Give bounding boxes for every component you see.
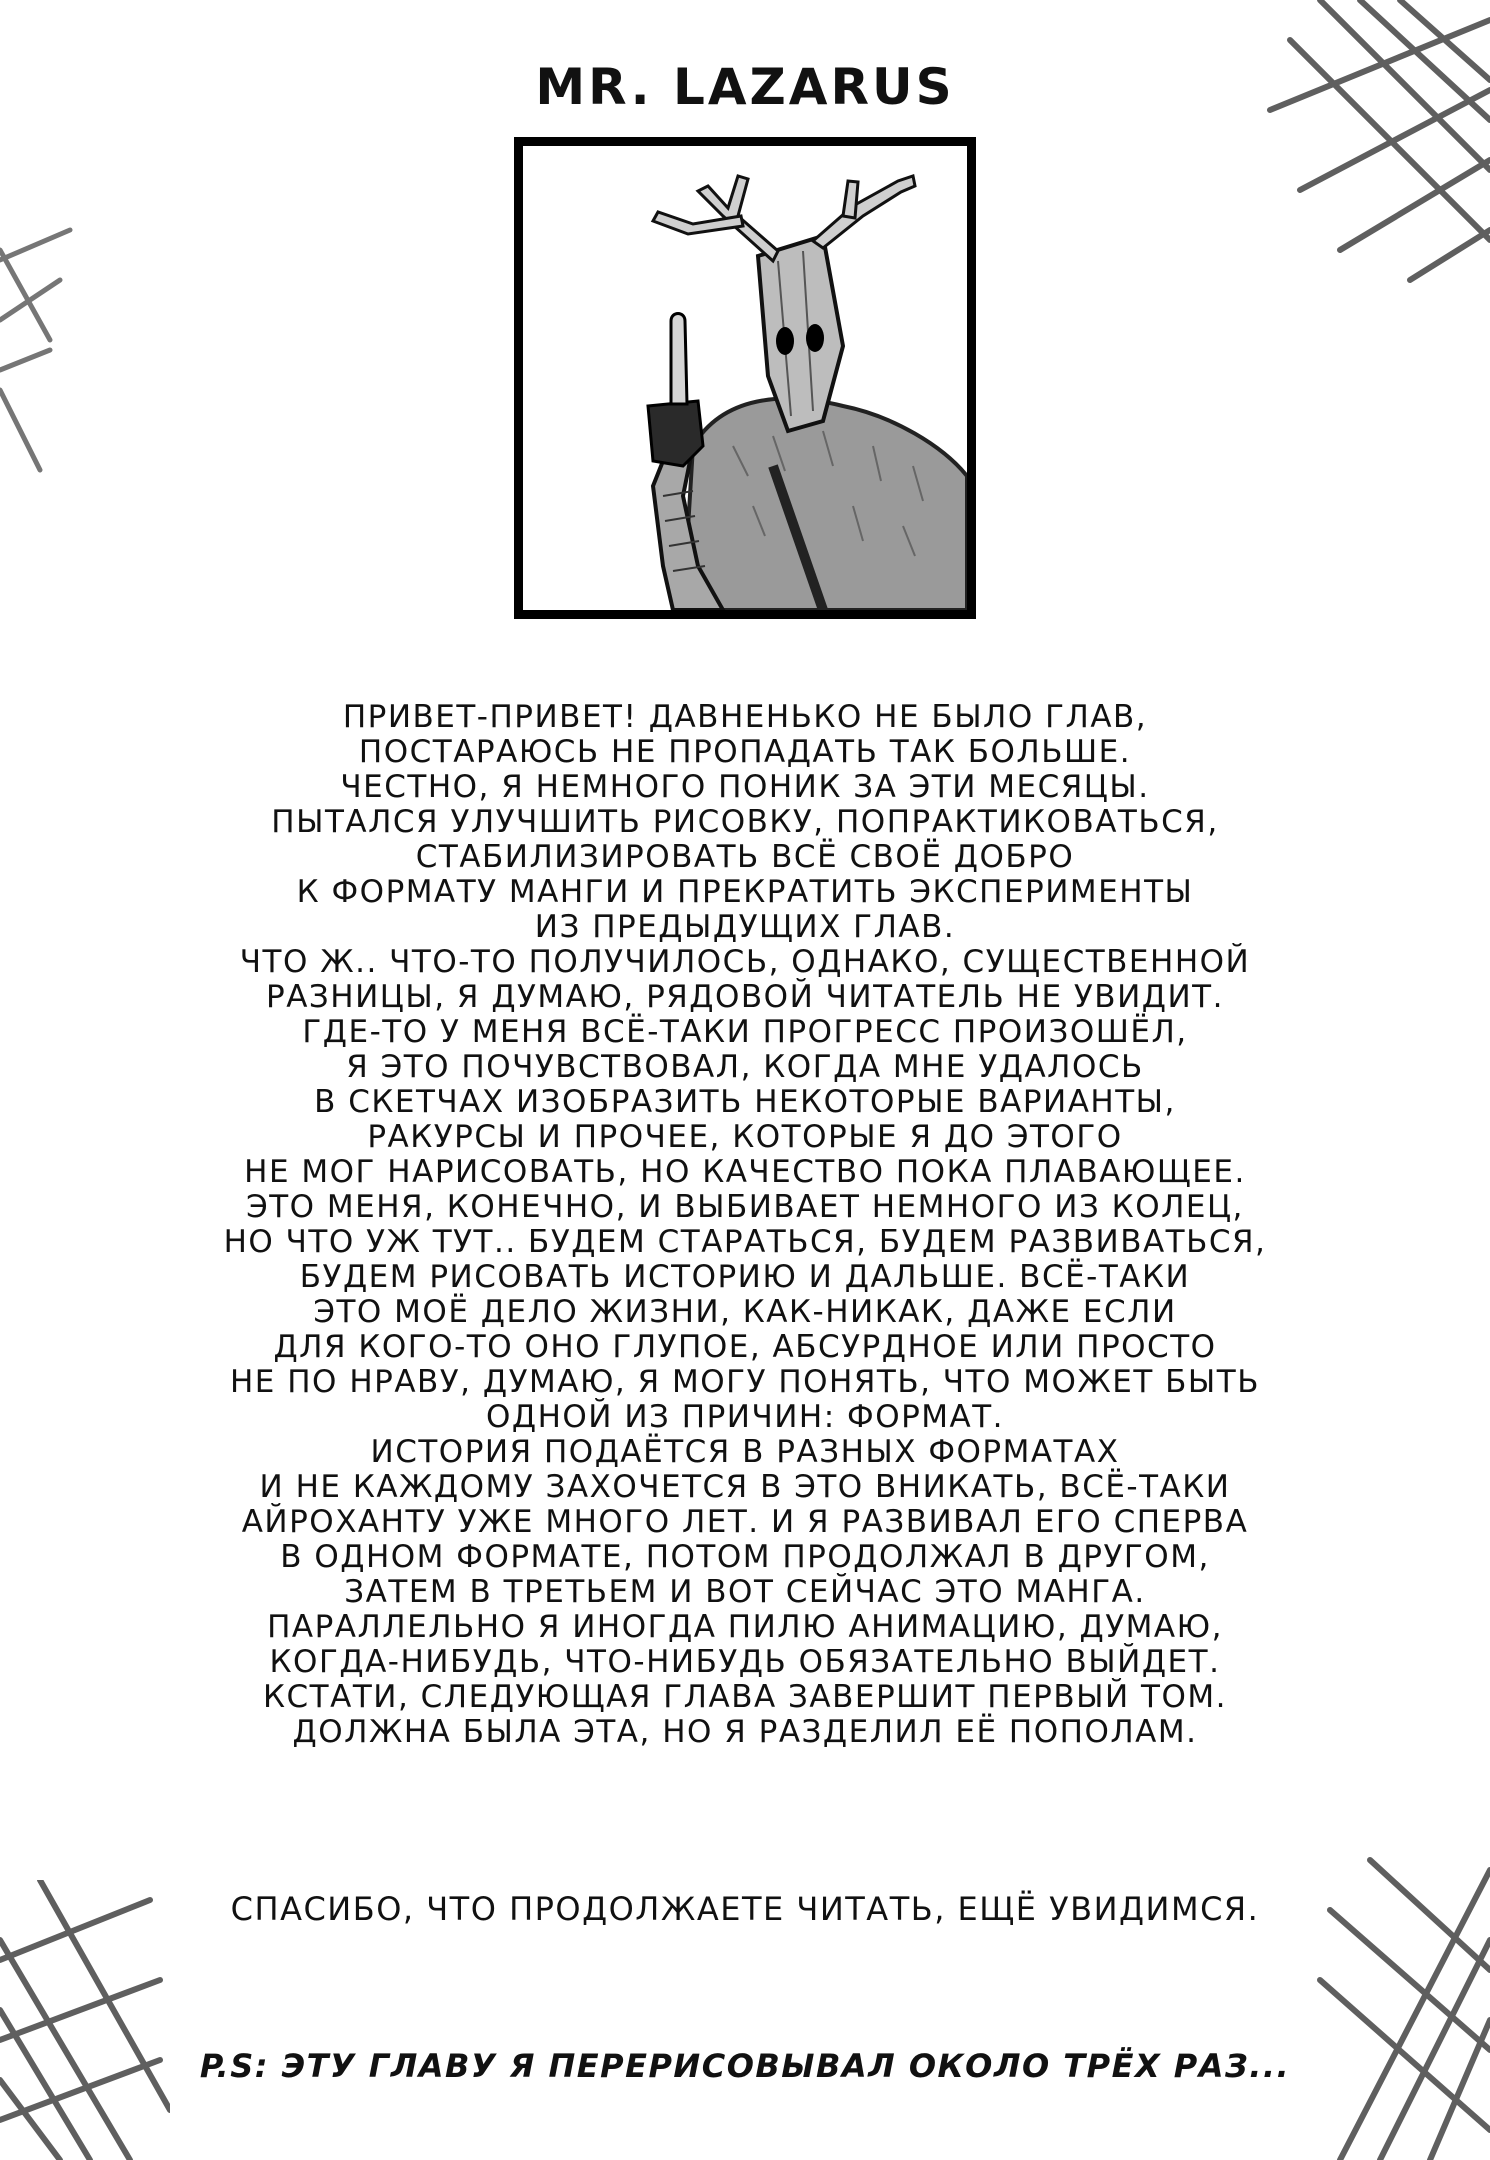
page-title: MR. LAZARUS [535,58,955,116]
thanks-note: СПАСИБО, ЧТО ПРОДОЛЖАЕТЕ ЧИТАТЬ, ЕЩЁ УВИДИМСЯ. [230,1890,1260,1928]
author-message [100,700,1390,1750]
message-line: НЕ МОГ НАРИСОВАТЬ, НО КАЧЕСТВО ПОКА ПЛАВАЮЩЕЕ. [244,1154,1246,1190]
message-line: КСТАТИ, СЛЕДУЮЩАЯ ГЛАВА ЗАВЕРШИТ ПЕРВЫЙ ТОМ. [263,1679,1227,1715]
message-line: КОГДА-НИБУДЬ, ЧТО-НИБУДЬ ОБЯЗАТЕЛЬНО ВЫЙДЕТ. [269,1644,1221,1680]
crosshatch-decoration-left [0,220,80,500]
message-line: НЕ ПО НРАВУ, ДУМАЮ, Я МОГУ ПОНЯТЬ, ЧТО МОЖЕТ БЫТЬ [230,1364,1260,1400]
message-line: ДОЛЖНА БЫЛА ЭТА, НО Я РАЗДЕЛИЛ ЕЁ ПОПОЛАМ. [292,1714,1198,1750]
message-line: НО ЧТО УЖ ТУТ.. БУДЕМ СТАРАТЬСЯ, БУДЕМ РАЗВИВАТЬСЯ, [223,1224,1267,1260]
portrait-panel [514,137,976,619]
message-line: БУДЕМ РИСОВАТЬ ИСТОРИЮ И ДАЛЬШЕ. ВСЁ-ТАКИ [299,1259,1191,1295]
message-line: РАЗНИЦЫ, Я ДУМАЮ, РЯДОВОЙ ЧИТАТЕЛЬ НЕ УВИДИТ. [266,979,1224,1015]
message-line: ПРИВЕТ-ПРИВЕТ! ДАВНЕНЬКО НЕ БЫЛО ГЛАВ, [342,699,1148,735]
message-line: ИСТОРИЯ ПОДАЁТСЯ В РАЗНЫХ ФОРМАТАХ [370,1434,1120,1470]
message-line: В ОДНОМ ФОРМАТЕ, ПОТОМ ПРОДОЛЖАЛ В ДРУГОМ, [280,1539,1210,1575]
message-line: ЧТО Ж.. ЧТО-ТО ПОЛУЧИЛОСЬ, ОДНАКО, СУЩЕСТВЕННОЙ [239,944,1251,980]
message-line: Я ЭТО ПОЧУВСТВОВАЛ, КОГДА МНЕ УДАЛОСЬ [346,1049,1144,1085]
message-line: ПОСТАРАЮСЬ НЕ ПРОПАДАТЬ ТАК БОЛЬШЕ. [358,734,1132,770]
message-line: В СКЕТЧАХ ИЗОБРАЗИТЬ НЕКОТОРЫЕ ВАРИАНТЫ, [314,1084,1176,1120]
postscript-note: P.S: ЭТУ ГЛАВУ Я ПЕРЕРИСОВЫВАЛ ОКОЛО ТРЁХ РАЗ... [199,2047,1291,2085]
message-line: ГДЕ-ТО У МЕНЯ ВСЁ-ТАКИ ПРОГРЕСС ПРОИЗОШЁЛ, [302,1014,1188,1050]
message-line: ЭТО МЕНЯ, КОНЕЧНО, И ВЫБИВАЕТ НЕМНОГО ИЗ КОЛЕЦ, [246,1189,1244,1225]
message-line: АЙРОХАНТУ УЖЕ МНОГО ЛЕТ. И Я РАЗВИВАЛ ЕГО СПЕРВА [241,1504,1249,1540]
message-line: ПАРАЛЛЕЛЬНО Я ИНОГДА ПИЛЮ АНИМАЦИЮ, ДУМАЮ, [267,1609,1223,1645]
message-line: ЧЕСТНО, Я НЕМНОГО ПОНИК ЗА ЭТИ МЕСЯЦЫ. [340,769,1150,805]
antlered-figure-icon [523,146,967,610]
message-line: К ФОРМАТУ МАНГИ И ПРЕКРАТИТЬ ЭКСПЕРИМЕНТЫ [296,874,1194,910]
message-line: И НЕ КАЖДОМУ ЗАХОЧЕТСЯ В ЭТО ВНИКАТЬ, ВСЁ-ТАКИ [259,1469,1231,1505]
message-line: СТАБИЛИЗИРОВАТЬ ВСЁ СВОЁ ДОБРО [415,839,1075,875]
message-line: ЗАТЕМ В ТРЕТЬЕМ И ВОТ СЕЙЧАС ЭТО МАНГА. [344,1574,1146,1610]
message-line: ОДНОЙ ИЗ ПРИЧИН: ФОРМАТ. [485,1399,1005,1435]
message-line: РАКУРСЫ И ПРОЧЕЕ, КОТОРЫЕ Я ДО ЭТОГО [367,1119,1123,1155]
message-line: ЭТО МОЁ ДЕЛО ЖИЗНИ, КАК-НИКАК, ДАЖЕ ЕСЛИ [313,1294,1177,1330]
message-line: ИЗ ПРЕДЫДУЩИХ ГЛАВ. [534,909,956,945]
crosshatch-decoration-top-right [1260,0,1490,290]
message-line: ПЫТАЛСЯ УЛУЧШИТЬ РИСОВКУ, ПОПРАКТИКОВАТЬСЯ, [271,804,1219,840]
message-line: ДЛЯ КОГО-ТО ОНО ГЛУПОЕ, АБСУРДНОЕ ИЛИ ПРОСТО [273,1329,1217,1365]
